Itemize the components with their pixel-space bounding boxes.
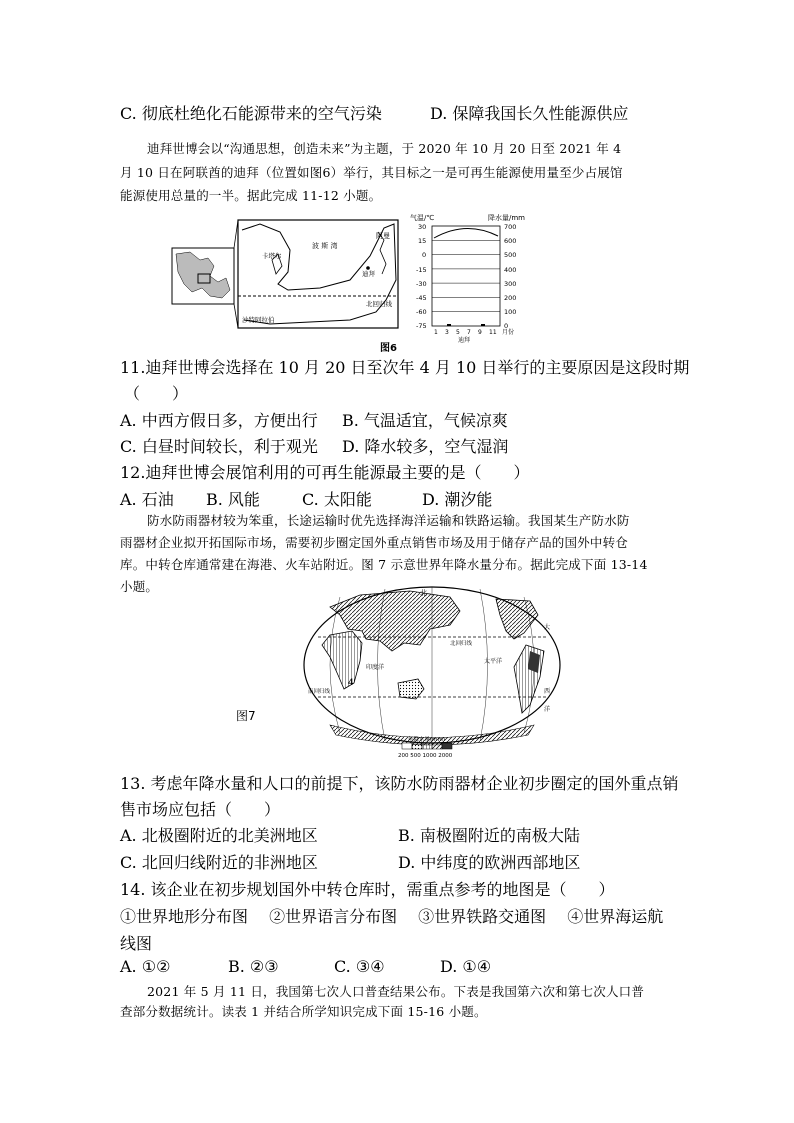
fig7-indian-label: 印度洋 <box>366 664 385 671</box>
climate-chart <box>410 213 525 344</box>
month-tick: 3 <box>445 329 449 336</box>
temp-tick: -60 <box>416 308 427 316</box>
passage3-line1: 2021 年 5 月 11 日，我国第七次人口普查结果公布。下表是我国第六次和第七次人口普 <box>147 984 645 999</box>
locator-map <box>172 248 234 304</box>
gulf-label: 波 斯 湾 <box>312 242 338 250</box>
month-tick: 5 <box>456 329 460 336</box>
precip-axis-label: 降水量/mm <box>488 214 525 222</box>
q12-stem: 12.迪拜世博会展馆利用的可再生能源最主要的是（ ） <box>120 463 530 482</box>
passage1-line2: 月 10 日在阿联酋的迪拜（位置如图6）举行，其目标之一是可再生能源使用量至少占展馆 <box>120 165 623 180</box>
temp-tick: 30 <box>418 223 427 231</box>
precip-tick: 400 <box>504 266 517 274</box>
q11-option-d: D. 降水较多，空气湿润 <box>342 437 509 456</box>
fig7-atlantic-label-3: 洋 <box>544 706 551 713</box>
q12-option-b: B. 风能 <box>206 490 260 509</box>
q12-option-a: A. 石油 <box>120 490 174 509</box>
temp-tick: 0 <box>422 251 427 259</box>
month-tick: 7 <box>467 329 471 336</box>
q14-option-b: B. ②③ <box>228 957 279 976</box>
fig7-arctic-label: 北 <box>420 589 427 597</box>
q11-stem: 11.迪拜世博会选择在 10 月 20 日至次年 4 月 10 日举行的主要原因是这段时期 <box>120 358 690 377</box>
qatar-label: 卡塔尔 <box>262 252 282 260</box>
temp-tick: -30 <box>416 280 427 288</box>
temp-axis-label: 气温/℃ <box>410 214 435 222</box>
temp-tick: 15 <box>418 237 427 245</box>
fig7-legend-title: 年降水量(mm) <box>408 737 446 743</box>
passage1-line1: 迪拜世博会以“沟通思想，创造未来”为主题，于 2020 年 10 月 20 日至 2021 年 4 <box>147 141 622 156</box>
month-label: 月份 <box>502 329 515 336</box>
figure-6 <box>170 210 570 355</box>
q14-option-d: D. ①④ <box>440 957 492 976</box>
q14-items-cont: 线图 <box>120 934 153 953</box>
precip-tick: 0 <box>504 322 509 330</box>
temp-tick: -75 <box>416 322 427 330</box>
q11-option-b: B. 气温适宜，气候凉爽 <box>342 411 508 430</box>
precip-tick: 200 <box>504 294 517 302</box>
precip-tick: 700 <box>504 223 517 231</box>
q11-option-c: C. 白昼时间较长，利于观光 <box>120 437 318 456</box>
passage1-line3: 能源使用总量的一半。据此完成 11-12 小题。 <box>120 188 382 203</box>
month-tick: 9 <box>478 329 482 336</box>
figure-7-caption: 图7 <box>236 709 256 723</box>
precip-tick: 300 <box>504 280 517 288</box>
q12-option-d: D. 潮汐能 <box>422 490 493 509</box>
temp-tick: -45 <box>416 294 427 302</box>
fig7-legend-values: 200 500 1000 2000 <box>398 753 453 759</box>
q13-stem-line2: 售市场应包括（ ） <box>120 800 281 819</box>
q14-option-c: C. ③④ <box>334 957 385 976</box>
fig7-atlantic-label: 大 <box>544 624 551 631</box>
temp-tick: -15 <box>416 266 427 274</box>
precip-tick: 600 <box>504 237 517 245</box>
station-label: 迪拜 <box>458 337 471 344</box>
fig7-tropic-label: 北回归线 <box>450 641 473 647</box>
fig7-atlantic-label-2: 西 <box>544 688 551 695</box>
fig7-pacific-label: 太平洋 <box>484 658 503 665</box>
q11-paren: （ ） <box>124 384 189 403</box>
fig7-tropic-south-label: 南回归线 <box>308 689 331 695</box>
month-tick: 11 <box>489 329 497 336</box>
q13-option-d: D. 中纬度的欧洲西部地区 <box>398 853 581 872</box>
q12-option-c: C. 太阳能 <box>302 490 372 509</box>
persian-gulf-map <box>238 220 398 328</box>
figure-6-caption: 图6 <box>380 343 397 354</box>
dubai-label: 迪拜 <box>362 270 375 278</box>
saudi-label: 沙特阿拉伯 <box>242 316 275 324</box>
month-tick: 1 <box>434 329 438 336</box>
q10-option-d: D. 保障我国长久性能源供应 <box>430 104 629 123</box>
passage2-line1: 防水防雨器材较为笨重，长途运输时优先选择海洋运输和铁路运输。我国某生产防水防 <box>147 513 630 528</box>
q13-option-a: A. 北极圈附近的北美洲地区 <box>120 826 318 845</box>
q13-option-b: B. 南极圈附近的南极大陆 <box>398 826 580 845</box>
precip-tick: 500 <box>504 251 517 259</box>
q13-option-c: C. 北回归线附近的非洲地区 <box>120 853 318 872</box>
passage2-line4: 小题。 <box>120 579 159 594</box>
q14-stem: 14. 该企业在初步规划国外中转仓库时，需重点参考的地图是（ ） <box>120 880 615 899</box>
q14-option-a: A. ①② <box>120 957 171 976</box>
q14-items: ①世界地形分布图 ②世界语言分布图 ③世界铁路交通图 ④世界海运航 <box>120 907 664 926</box>
tropic-label: 北回归线 <box>366 300 392 308</box>
oman-label: 阿曼 <box>376 232 390 240</box>
precip-tick: 100 <box>504 308 517 316</box>
passage2-line3: 库。中转仓库通常建在海港、火车站附近。图 7 示意世界年降水量分布。据此完成下面 13-14 <box>120 557 648 572</box>
passage3-line2: 查部分数据统计。读表 1 并结合所学知识完成下面 15-16 小题。 <box>120 1004 487 1019</box>
fig7-number-label: 4 <box>348 678 354 688</box>
q10-option-c: C. 彻底杜绝化石能源带来的空气污染 <box>120 104 382 123</box>
figure-7-world-map <box>300 585 565 760</box>
q11-option-a: A. 中西方假日多，方便出行 <box>120 411 318 430</box>
q13-stem-line1: 13. 考虑年降水量和人口的前提下，该防水防雨器材企业初步圈定的国外重点销 <box>120 774 679 793</box>
passage2-line2: 雨器材企业拟开拓国际市场，需要初步圈定国外重点销售市场及用于储存产品的国外中转仓 <box>120 535 629 550</box>
